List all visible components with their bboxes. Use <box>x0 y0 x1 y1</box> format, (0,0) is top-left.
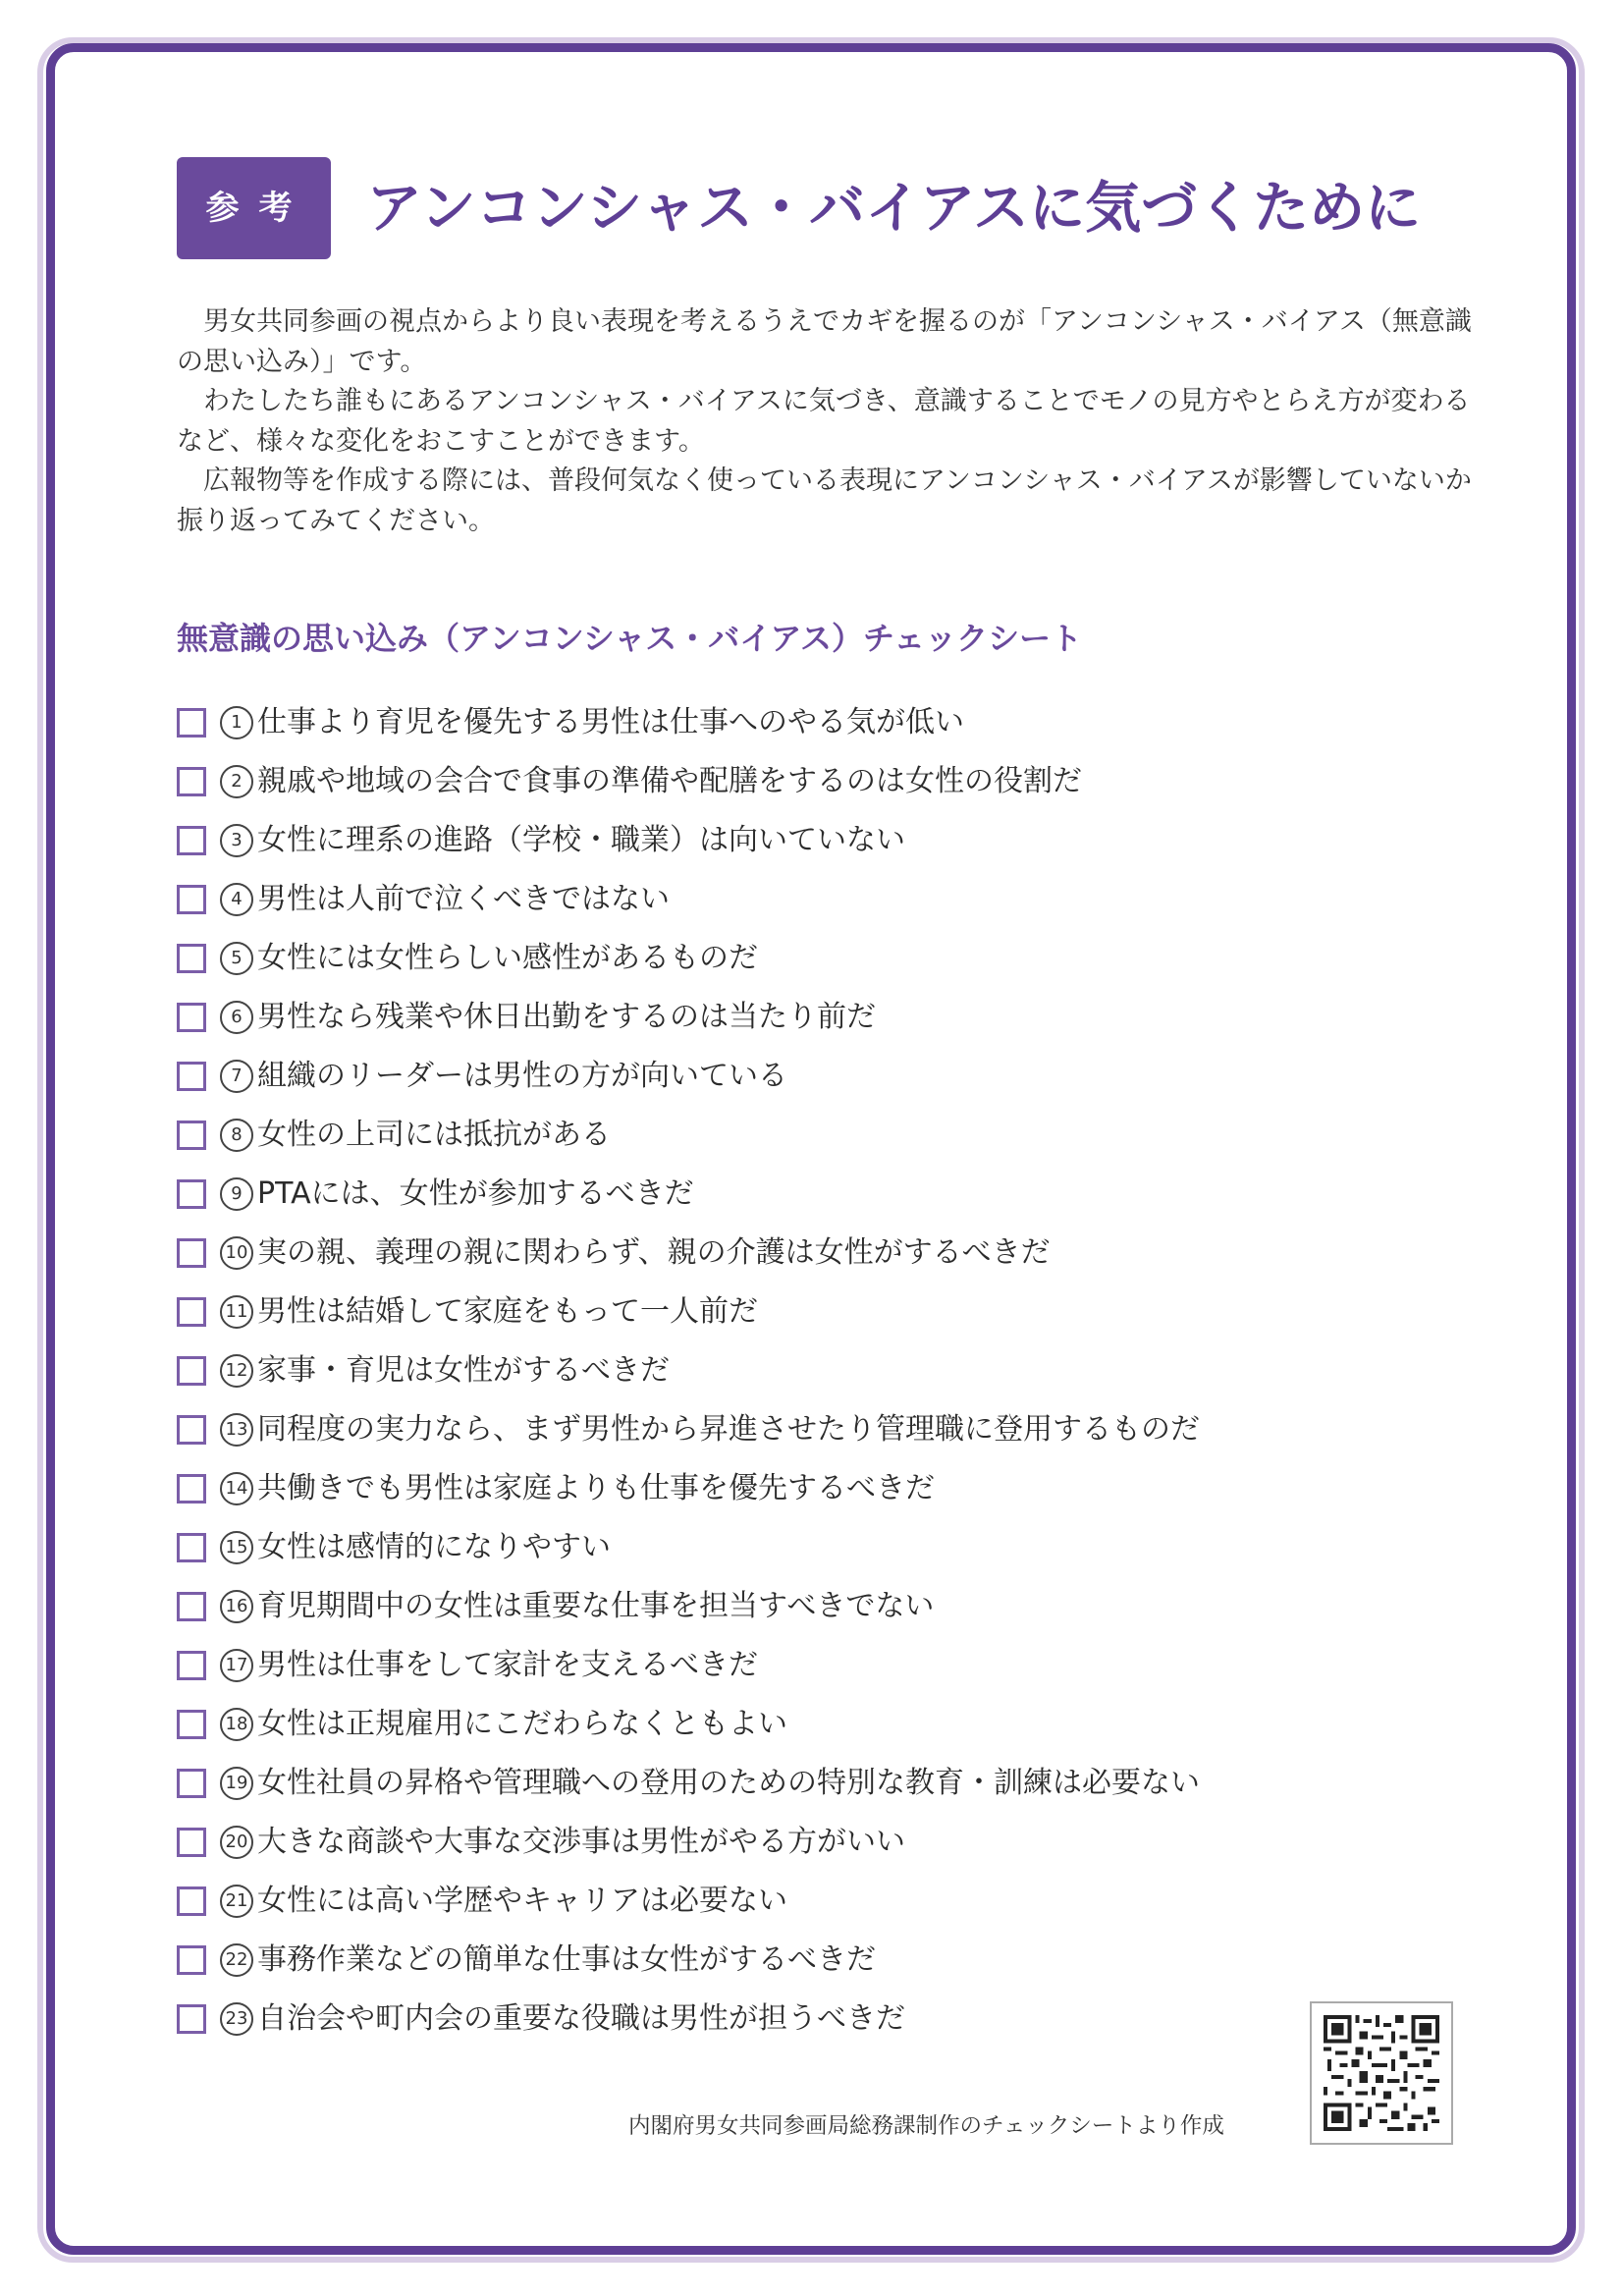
checkbox[interactable] <box>177 1297 206 1327</box>
item-text: 女性社員の昇格や管理職への登用のための特別な教育・訓練は必要ない <box>257 1766 1200 1800</box>
checklist-item[interactable] <box>177 1990 1355 2049</box>
item-text: 親戚や地域の会合で食事の準備や配膳をするのは女性の役割だ <box>257 764 1082 798</box>
item-text: 共働きでも男性は家庭よりも仕事を優先するべきだ <box>257 1471 935 1505</box>
item-text: PTAには、女性が参加するべきだ <box>257 1176 694 1211</box>
item-number: 3 <box>220 824 253 857</box>
checkbox[interactable] <box>177 1062 206 1091</box>
checklist-item[interactable] <box>177 811 1355 870</box>
item-text: 自治会や町内会の重要な役職は男性が担うべきだ <box>257 2001 905 2036</box>
item-text: 家事・育児は女性がするべきだ <box>257 1353 670 1388</box>
source-credit: 内閣府男女共同参画局総務課制作のチェックシートより作成 <box>628 2113 1224 2139</box>
item-text: 女性の上司には抵抗がある <box>257 1118 611 1152</box>
checklist-item[interactable] <box>177 1283 1355 1341</box>
checkbox[interactable] <box>177 1886 206 1916</box>
checklist-item[interactable] <box>177 1695 1355 1754</box>
checklist-item[interactable] <box>177 1047 1355 1106</box>
item-number: 17 <box>220 1649 253 1682</box>
item-text: 男性は結婚して家庭をもって一人前だ <box>257 1294 758 1329</box>
checklist <box>177 693 1355 2049</box>
item-text: 女性に理系の進路（学校・職業）は向いていない <box>257 823 905 857</box>
item-number: 14 <box>220 1472 253 1505</box>
item-text: 女性は感情的になりやすい <box>257 1530 611 1564</box>
item-number: 20 <box>220 1826 253 1859</box>
item-number: 19 <box>220 1767 253 1800</box>
item-number: 9 <box>220 1177 253 1211</box>
checklist-item[interactable] <box>177 1577 1355 1636</box>
item-text: 大きな商談や大事な交渉事は男性がやる方がいい <box>257 1825 905 1859</box>
item-number: 10 <box>220 1236 253 1270</box>
item-text: 女性は正規雇用にこだわらなくともよい <box>257 1707 787 1741</box>
checklist-item[interactable] <box>177 1518 1355 1577</box>
item-text: 組織のリーダーは男性の方が向いている <box>257 1059 787 1093</box>
intro-text <box>177 302 1473 541</box>
checkbox[interactable] <box>177 944 206 973</box>
checkbox[interactable] <box>177 1121 206 1150</box>
checklist-item[interactable] <box>177 1872 1355 1931</box>
checkbox[interactable] <box>177 1474 206 1503</box>
item-text: 事務作業などの簡単な仕事は女性がするべきだ <box>257 1942 876 1977</box>
checkbox[interactable] <box>177 1710 206 1739</box>
item-number: 13 <box>220 1413 253 1447</box>
item-number: 6 <box>220 1001 253 1034</box>
checklist-item[interactable] <box>177 1636 1355 1695</box>
item-number: 11 <box>220 1295 253 1329</box>
item-number: 23 <box>220 2002 253 2036</box>
checkbox[interactable] <box>177 1179 206 1209</box>
checklist-heading: 無意識の思い込み（アンコンシャス・バイアス）チェックシート <box>177 620 1083 657</box>
checkbox[interactable] <box>177 1592 206 1621</box>
checklist-item[interactable] <box>177 1400 1355 1459</box>
item-text: 同程度の実力なら、まず男性から昇進させたり管理職に登用するものだ <box>257 1412 1200 1447</box>
checkbox[interactable] <box>177 1828 206 1857</box>
qr-code[interactable] <box>1310 2001 1453 2145</box>
checkbox[interactable] <box>177 826 206 855</box>
checklist-item[interactable] <box>177 1341 1355 1400</box>
checkbox[interactable] <box>177 1356 206 1386</box>
qr-code-graphic <box>1324 2015 1439 2131</box>
item-text: 男性なら残業や休日出勤をするのは当たり前だ <box>257 1000 876 1034</box>
page-title: アンコンシャス・バイアスに気づくために <box>366 176 1422 241</box>
item-number: 8 <box>220 1119 253 1152</box>
checklist-item[interactable] <box>177 1931 1355 1990</box>
item-number: 5 <box>220 942 253 975</box>
checklist-item[interactable] <box>177 752 1355 811</box>
item-text: 仕事より育児を優先する男性は仕事へのやる気が低い <box>257 705 964 739</box>
item-text: 育児期間中の女性は重要な仕事を担当すべきでない <box>257 1589 935 1623</box>
checklist-item[interactable] <box>177 1106 1355 1165</box>
item-number: 16 <box>220 1590 253 1623</box>
checklist-item[interactable] <box>177 1813 1355 1872</box>
checkbox[interactable] <box>177 1945 206 1975</box>
item-number: 2 <box>220 765 253 798</box>
item-number: 12 <box>220 1354 253 1388</box>
item-text: 女性には高い学歴やキャリアは必要ない <box>257 1884 787 1918</box>
item-number: 22 <box>220 1943 253 1977</box>
checklist-item[interactable] <box>177 1754 1355 1813</box>
checklist-item[interactable] <box>177 1165 1355 1224</box>
checkbox[interactable] <box>177 1651 206 1680</box>
checkbox[interactable] <box>177 1003 206 1032</box>
title-row <box>177 157 1473 259</box>
checkbox[interactable] <box>177 1238 206 1268</box>
item-number: 18 <box>220 1708 253 1741</box>
intro-paragraph: わたしたち誰もにあるアンコンシャス・バイアスに気づき、意識することでモノの見方やとらえ方が変わるなど、様々な変化をおこすことができます。 <box>177 386 1471 457</box>
checklist-item[interactable] <box>177 929 1355 988</box>
checkbox[interactable] <box>177 2004 206 2034</box>
item-number: 15 <box>220 1531 253 1564</box>
item-text: 実の親、義理の親に関わらず、親の介護は女性がするべきだ <box>257 1235 1051 1270</box>
item-number: 4 <box>220 883 253 916</box>
item-number: 21 <box>220 1885 253 1918</box>
item-text: 男性は人前で泣くべきではない <box>257 882 670 916</box>
intro-paragraph: 男女共同参画の視点からより良い表現を考えるうえでカギを握るのが「アンコンシャス・バイアス（無意識の思い込み）」です。 <box>177 306 1472 377</box>
checklist-item[interactable] <box>177 693 1355 752</box>
checkbox[interactable] <box>177 885 206 914</box>
item-text: 女性には女性らしい感性があるものだ <box>257 941 758 975</box>
item-text: 男性は仕事をして家計を支えるべきだ <box>257 1648 758 1682</box>
checklist-item[interactable] <box>177 870 1355 929</box>
checklist-item[interactable] <box>177 1459 1355 1518</box>
checkbox[interactable] <box>177 1769 206 1798</box>
intro-paragraph: 広報物等を作成する際には、普段何気なく使っている表現にアンコンシャス・バイアスが影響していないか振り返ってみてください。 <box>177 465 1472 536</box>
checklist-item[interactable] <box>177 988 1355 1047</box>
checkbox[interactable] <box>177 1533 206 1562</box>
checkbox[interactable] <box>177 708 206 738</box>
checkbox[interactable] <box>177 767 206 796</box>
reference-badge: 参考 <box>177 157 331 259</box>
checklist-item[interactable] <box>177 1224 1355 1283</box>
item-number: 7 <box>220 1060 253 1093</box>
checkbox[interactable] <box>177 1415 206 1445</box>
item-number: 1 <box>220 706 253 739</box>
